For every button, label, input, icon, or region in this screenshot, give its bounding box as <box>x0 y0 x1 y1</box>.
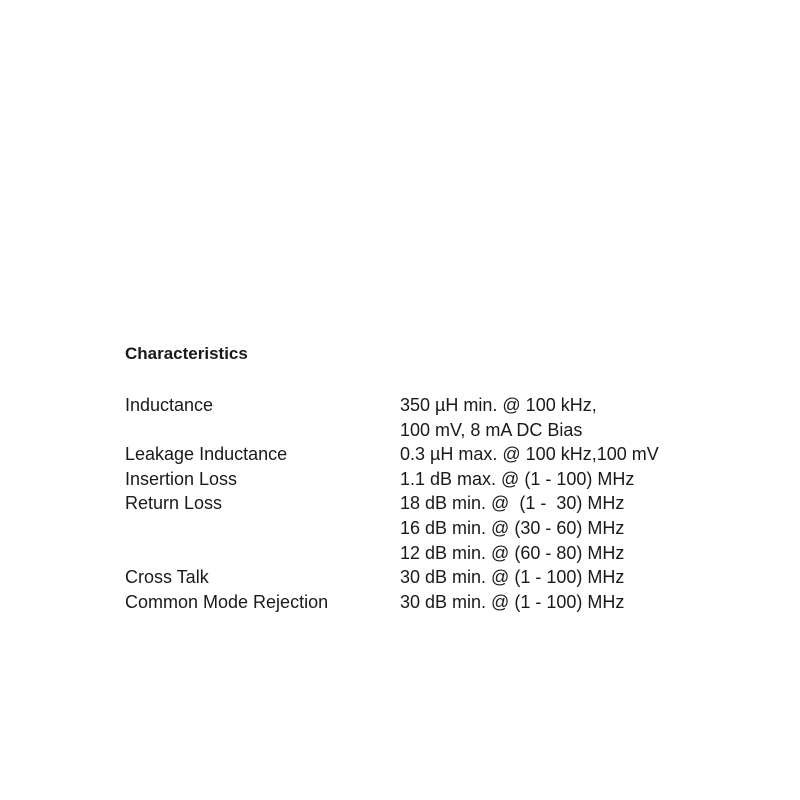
spec-label: Return Loss <box>125 493 223 514</box>
spec-value: 30 dB min. @ (1 - 100) MHz <box>400 591 625 612</box>
spec-value: 1.1 dB max. @ (1 - 100) MHz <box>400 468 635 489</box>
spec-label: Insertion Loss <box>125 468 238 489</box>
spec-label: Cross Talk <box>125 567 209 588</box>
spec-value: 30 dB min. @ (1 - 100) MHz <box>400 567 625 588</box>
spec-value: 0.3 µH max. @ 100 kHz,100 mV <box>400 444 659 465</box>
spec-value: 350 µH min. @ 100 kHz, <box>400 395 597 415</box>
spec-label: Leakage Inductance <box>125 444 288 465</box>
spec-label: Inductance <box>125 395 214 415</box>
spec-value: 16 dB min. @ (30 - 60) MHz <box>400 517 625 538</box>
section-title: Characteristics <box>125 344 248 363</box>
spec-value: 100 mV, 8 mA DC Bias <box>400 419 583 440</box>
spec-value: 12 dB min. @ (60 - 80) MHz <box>400 542 625 563</box>
spec-label: Common Mode Rejection <box>125 591 329 612</box>
spec-value: 18 dB min. @ (1 - 30) MHz <box>400 493 625 514</box>
